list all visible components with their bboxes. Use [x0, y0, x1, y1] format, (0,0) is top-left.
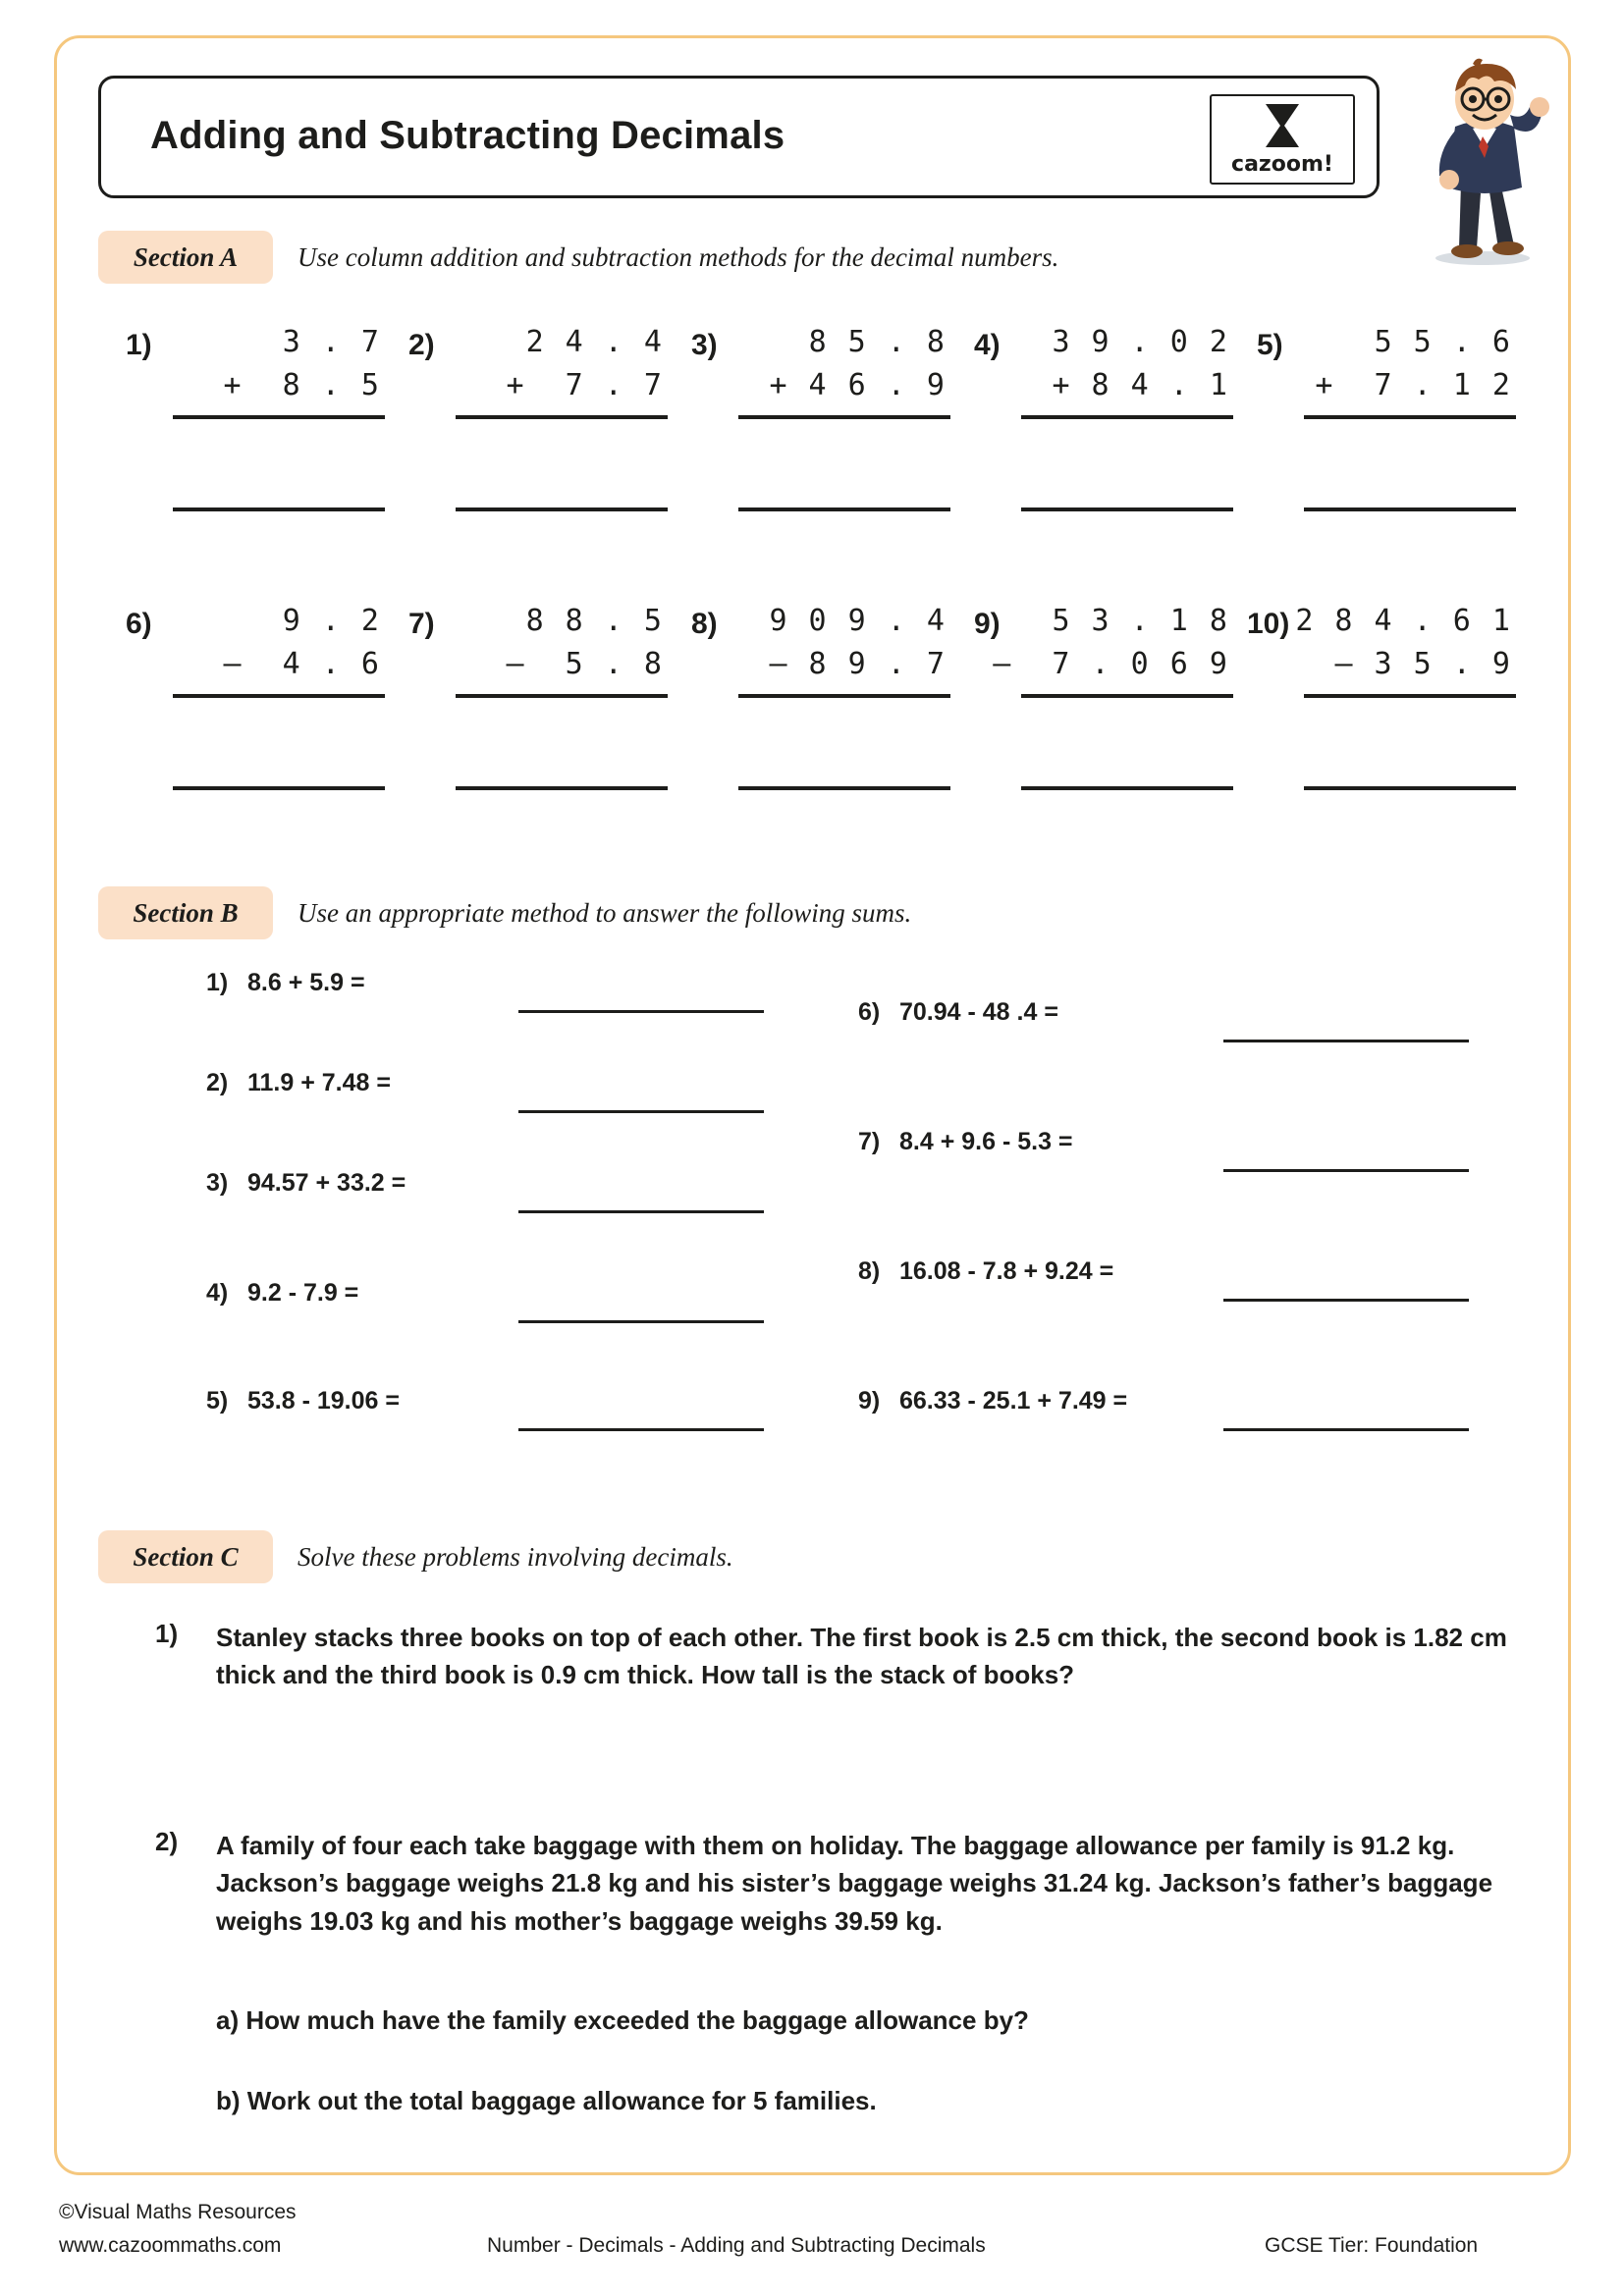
- operand-top: 8 5 . 8: [808, 325, 947, 359]
- answer-blank-b2[interactable]: [518, 1110, 764, 1113]
- answer-rule[interactable]: [738, 786, 950, 790]
- section-c-item-1-text: Stanley stacks three books on top of each other. The first book is 2.5 cm thick, the second book is 1.82 cm thick and the third book is 0.9 cm thick. How tall is the stack of books?: [216, 1623, 1507, 1690]
- mascot-illustration: [1412, 56, 1559, 267]
- item-text: 9.2 - 7.9 =: [247, 1279, 359, 1307]
- operand-bottom: – 7 . 0 6 9: [993, 647, 1229, 681]
- answer-rule[interactable]: [173, 507, 385, 511]
- operand-bottom: – 4 . 6: [223, 647, 381, 681]
- section-a-label: Section A: [133, 241, 239, 272]
- operand-top: 5 5 . 6: [1374, 325, 1512, 359]
- operand-top: 2 4 . 4: [525, 325, 664, 359]
- answer-rule[interactable]: [456, 507, 668, 511]
- item-text: 8.6 + 5.9 =: [247, 969, 365, 996]
- operand-bottom: – 5 . 8: [506, 647, 664, 681]
- operand-bottom: + 4 6 . 9: [769, 368, 947, 402]
- page-title: Adding and Subtracting Decimals: [150, 114, 785, 157]
- sum-rule: [173, 415, 385, 419]
- item-index: 9): [858, 1387, 881, 1415]
- title-box: [98, 76, 1380, 198]
- problem-index: 6): [126, 608, 152, 640]
- section-b-instruction: Use an appropriate method to answer the following sums.: [298, 898, 912, 928]
- item-index: 7): [858, 1128, 881, 1155]
- sum-rule: [456, 694, 668, 698]
- sum-rule: [738, 415, 950, 419]
- answer-blank-b1[interactable]: [518, 1010, 764, 1013]
- operand-top: 2 8 4 . 6 1: [1295, 604, 1512, 638]
- operand-top: 8 8 . 5: [525, 604, 664, 638]
- section-c-item-2-part-a: a) How much have the family exceeded the baggage allowance by?: [216, 2005, 1029, 2035]
- answer-rule[interactable]: [1304, 507, 1516, 511]
- sum-rule: [1021, 694, 1233, 698]
- problem-index: 7): [408, 608, 435, 640]
- section-c-label: Section C: [133, 1541, 239, 1572]
- problem-index: 9): [974, 608, 1001, 640]
- footer-center-text: Number - Decimals - Adding and Subtracting Decimals: [487, 2234, 986, 2257]
- cazoom-logo: [1210, 94, 1355, 185]
- section-c-pill: [98, 1530, 273, 1583]
- operand-bottom: + 7 . 7: [506, 368, 664, 402]
- problem-index: 10): [1247, 608, 1290, 640]
- problem-index: 1): [126, 329, 152, 361]
- answer-blank-b7[interactable]: [1223, 1169, 1469, 1172]
- problem-index: 2): [408, 329, 435, 361]
- operand-top: 9 . 2: [282, 604, 381, 638]
- footer-tier-text: GCSE Tier: Foundation: [1265, 2234, 1479, 2257]
- answer-rule[interactable]: [456, 786, 668, 790]
- section-c-instruction: Solve these problems involving decimals.: [298, 1542, 733, 1572]
- section-a-pill: [98, 231, 273, 284]
- problem-index: 3): [691, 329, 718, 361]
- answer-blank-b4[interactable]: [518, 1320, 764, 1323]
- answer-blank-b6[interactable]: [1223, 1040, 1469, 1042]
- operand-bottom: + 8 4 . 1: [1052, 368, 1229, 402]
- answer-rule[interactable]: [173, 786, 385, 790]
- sum-rule: [1021, 415, 1233, 419]
- answer-rule[interactable]: [1021, 507, 1233, 511]
- item-index: 1): [206, 969, 229, 996]
- worksheet-page: [54, 35, 1571, 2175]
- item-index: 2): [206, 1069, 229, 1096]
- answer-rule[interactable]: [738, 507, 950, 511]
- problem-index: 8): [691, 608, 718, 640]
- operand-top: 3 . 7: [282, 325, 381, 359]
- logo-label: cazoom!: [1231, 152, 1333, 177]
- answer-blank-b5[interactable]: [518, 1428, 764, 1431]
- answer-blank-b3[interactable]: [518, 1210, 764, 1213]
- section-b-pill: [98, 886, 273, 939]
- section-a-instruction: Use column addition and subtraction methods for the decimal numbers.: [298, 242, 1059, 272]
- footer-website-link[interactable]: www.cazoommaths.com: [59, 2234, 282, 2257]
- operand-top: 3 9 . 0 2: [1052, 325, 1229, 359]
- sum-rule: [1304, 694, 1516, 698]
- operand-bottom: + 8 . 5: [223, 368, 381, 402]
- sum-rule: [456, 415, 668, 419]
- answer-rule[interactable]: [1021, 786, 1233, 790]
- operand-bottom: – 8 9 . 7: [769, 647, 947, 681]
- item-text: 70.94 - 48 .4 =: [899, 998, 1058, 1026]
- answer-blank-b8[interactable]: [1223, 1299, 1469, 1302]
- section-c-item-2-text: A family of four each take baggage with them on holiday. The baggage allowance per family is 91.2 kg. Jackson’s baggage weighs 21.8 kg and his sister’s baggage weighs 31.24 kg. Jackson’s father’s baggage weighs 19.03 kg and his mother’s baggage weighs 39.59 kg.: [216, 1831, 1493, 1936]
- item-index: 4): [206, 1279, 229, 1307]
- sum-rule: [1304, 415, 1516, 419]
- problem-index: 5): [1257, 329, 1283, 361]
- operand-bottom: – 3 5 . 9: [1334, 647, 1512, 681]
- problem-index: 4): [974, 329, 1001, 361]
- operand-bottom: + 7 . 1 2: [1315, 368, 1512, 402]
- section-c-item-2-part-b: b) Work out the total baggage allowance for 5 families.: [216, 2086, 877, 2115]
- item-text: 53.8 - 19.06 =: [247, 1387, 400, 1415]
- item-text: 11.9 + 7.48 =: [247, 1069, 391, 1096]
- section-b-label: Section B: [133, 897, 239, 928]
- item-index: 5): [206, 1387, 229, 1415]
- section-c-item-1-index: 1): [155, 1619, 179, 1648]
- item-text: 66.33 - 25.1 + 7.49 =: [899, 1387, 1128, 1415]
- operand-top: 9 0 9 . 4: [769, 604, 947, 638]
- item-text: 16.08 - 7.8 + 9.24 =: [899, 1257, 1114, 1285]
- sum-rule: [738, 694, 950, 698]
- operand-top: 5 3 . 1 8: [1052, 604, 1229, 638]
- item-index: 8): [858, 1257, 881, 1285]
- item-index: 3): [206, 1169, 229, 1197]
- item-index: 6): [858, 998, 881, 1026]
- item-text: 94.57 + 33.2 =: [247, 1169, 406, 1197]
- answer-blank-b9[interactable]: [1223, 1428, 1469, 1431]
- footer-copyright: ©Visual Maths Resources: [59, 2201, 297, 2223]
- hourglass-icon: [1266, 104, 1299, 147]
- answer-rule[interactable]: [1304, 786, 1516, 790]
- sum-rule: [173, 694, 385, 698]
- item-text: 8.4 + 9.6 - 5.3 =: [899, 1128, 1073, 1155]
- section-c-item-2-index: 2): [155, 1827, 179, 1856]
